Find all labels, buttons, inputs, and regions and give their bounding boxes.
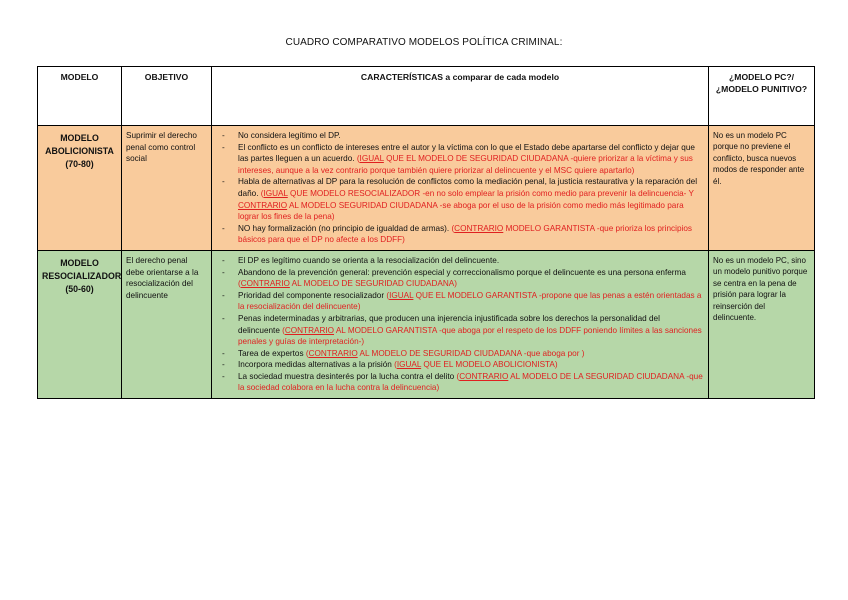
item-comparison: AL MODELO DE LA SEGURIDAD CIUDADANA -que la sociedad colabora en la lucha contra la delincuencia) <box>238 371 703 393</box>
item-comparison: ( <box>305 348 309 358</box>
item-comparison: ( <box>260 188 264 198</box>
item-text: La sociedad muestra desinterés por la lucha contra el delito <box>238 371 457 381</box>
table-row <box>38 126 815 251</box>
item-comparison-keyword: CONTRARIO <box>284 325 335 335</box>
item-comparison: ( <box>386 290 390 300</box>
item-comparison: ( <box>394 360 397 370</box>
item-comparison: QUE EL MODELO GARANTISTA -propone que las penas a estén orientadas a la resocialización del delincuente) <box>238 290 702 312</box>
characteristic-item <box>216 130 704 142</box>
item-comparison-keyword: CONTRARIO <box>454 223 504 233</box>
item-text: Incorpora medidas alternativas a la prisión <box>238 360 395 370</box>
item-comparison: AL MODELO DE SEGURIDAD CIUDADANA) <box>289 279 457 289</box>
characteristic-item <box>216 359 704 371</box>
item-comparison: QUE MODELO RESOCIALIZADOR -en no solo emplear la prisión como medio para prevenir la delincuencia- Y <box>287 188 694 198</box>
table-header-row <box>38 67 815 126</box>
characteristic-item <box>216 371 704 394</box>
model-name: MODELO ABOLICIONISTA (70-80) <box>38 126 122 251</box>
item-comparison: QUE EL MODELO DE SEGURIDAD CIUDADANA -quiere priorizar a la víctima y sus intereses, aunque a la vez contrario porque también quiere priorizar al delincuente y el MSC quiere apartarlo) <box>238 154 693 175</box>
item-comparison: QUE EL MODELO ABOLICIONISTA) <box>421 360 558 370</box>
item-comparison: AL MODELO DE SEGURIDAD CIUDADANA -que aboga por ) <box>357 348 585 358</box>
item-comparison-keyword: CONTRARIO <box>459 371 509 381</box>
characteristic-item <box>216 267 704 290</box>
item-comparison: MODELO GARANTISTA -que prioriza los principios básicos para que el DP no afecte a los DDFF) <box>238 223 692 245</box>
item-text: Penas indeterminadas y arbitrarias, que producen una injerencia injustificada sobre los derechos la personalidad del delincuente <box>238 313 660 335</box>
item-comparison: ( <box>356 154 360 164</box>
characteristic-item <box>216 255 704 267</box>
table-row <box>38 250 815 398</box>
characteristic-item <box>216 313 704 348</box>
characteristics-list <box>216 130 704 246</box>
page-title: CUADRO COMPARATIVO MODELOS POLÍTICA CRIMINAL: <box>285 37 563 48</box>
characteristic-item <box>216 348 704 360</box>
item-comparison-keyword: IGUAL <box>389 290 414 300</box>
model-pc-answer: No es un modelo PC porque no previene el conflicto, busca nuevos modos de responder ante él. <box>709 126 815 251</box>
item-comparison-keyword: IGUAL <box>359 154 384 164</box>
header-modelo: MODELO <box>38 67 122 126</box>
header-caracteristicas: CARACTERÍSTICAS a comparar de cada modelo <box>212 67 709 126</box>
item-text: El DP es legítimo cuando se orienta a la resocialización del delincuente. <box>238 255 500 265</box>
model-characteristics <box>212 250 709 398</box>
item-comparison-keyword: IGUAL <box>263 188 288 198</box>
characteristic-item <box>216 142 704 177</box>
model-objective: Suprimir el derecho penal como control social <box>122 126 212 251</box>
item-comparison: AL MODELO GARANTISTA -que aboga por el respeto de los DDFF poniendo límites a las sanciones penales y guías de interpretación-) <box>238 325 702 347</box>
item-text: Prioridad del componente resocializador <box>238 290 387 300</box>
comparison-table <box>37 66 815 399</box>
model-objective: El derecho penal debe orientarse a la resocialización del delincuente <box>122 250 212 398</box>
item-text: Abandono de la prevención general: prevención especial y correccionalismo porque el delincuente es una persona enferma <box>238 267 686 277</box>
item-comparison: ( <box>238 279 241 289</box>
item-comparison: AL MODELO SEGURIDAD CIUDADANA -se aboga por el uso de la prisión como medio más legitimado para lograr los fines de la pena) <box>238 200 684 222</box>
model-pc-answer: No es un modelo PC, sino un modelo punitivo porque se centra en la pena de prisión para lograr la reinserción del delincuente. <box>709 250 815 398</box>
item-text: NO hay formalización (no principio de igualdad de armas). <box>238 223 452 233</box>
item-text: Habla de alternativas al DP para la resolución de conflictos como la mediación penal, la justicia restaurativa y la reparación del daño. <box>238 177 698 198</box>
characteristic-item <box>216 176 704 222</box>
item-text: El conflicto es un conflicto de intereses entre el autor y la víctima con lo que el Estado debe apartarse del conflicto y dejar que las partes lleguen a un acuerdo. <box>238 142 695 164</box>
characteristic-item <box>216 290 704 313</box>
characteristics-list <box>216 255 704 394</box>
characteristic-item <box>216 223 704 246</box>
item-text: Tarea de expertos <box>238 348 306 358</box>
item-comparison-keyword: CONTRARIO <box>238 200 288 210</box>
item-comparison-keyword: IGUAL <box>396 360 422 370</box>
item-text: No considera legítimo el DP. <box>238 131 341 140</box>
header-pc: ¿MODELO PC?/ ¿MODELO PUNITIVO? <box>709 67 815 126</box>
header-objetivo: OBJETIVO <box>122 67 212 126</box>
item-comparison: ( <box>456 371 460 381</box>
item-comparison: ( <box>282 325 285 335</box>
model-name: MODELO RESOCIALIZADOR (50-60) <box>38 250 122 398</box>
item-comparison: ( <box>451 223 455 233</box>
item-comparison-keyword: CONTRARIO <box>308 348 358 358</box>
item-comparison-keyword: CONTRARIO <box>240 279 290 289</box>
model-characteristics <box>212 126 709 251</box>
